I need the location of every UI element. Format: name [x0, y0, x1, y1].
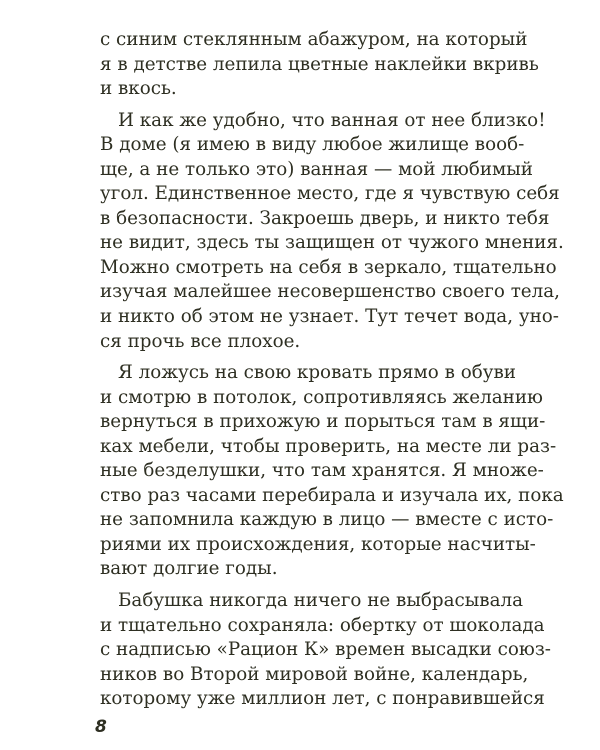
text-line: ках мебели, чтобы проверить, на месте ли раз- — [100, 435, 557, 457]
text-line: не запомнила каждую в лицо — вместе с исто- — [100, 509, 554, 531]
text-line: которому уже миллион лет, с понравившейся — [100, 688, 545, 710]
text-line: я в детстве лепила цветные наклейки вкривь — [100, 53, 539, 75]
text-line: И как же удобно, что ванная от нее близко! — [118, 109, 546, 131]
text-line: ство раз часами перебирала и изучала их, пока — [100, 484, 564, 506]
text-line: Можно смотреть на себя в зеркало, тщательно — [100, 256, 557, 278]
text-line: с надписью «Рацион К» времен высадки союз- — [100, 639, 551, 661]
text-line: вернуться в прихожую и порыться там в ящи- — [100, 411, 546, 433]
text-line: и смотрю в потолок, сопротивляясь желанию — [100, 386, 543, 408]
body-text — [100, 28, 564, 712]
text-line: и никто об этом не узнает. Тут течет вода, уно- — [100, 306, 559, 328]
text-line: ся прочь все плохое. — [100, 330, 301, 352]
text-line: и вкось. — [100, 78, 177, 100]
text-line: с синим стеклянным абажуром, на который — [100, 29, 528, 50]
text-line: вают долгие годы. — [100, 558, 278, 580]
text-line: не видит, здесь ты защищен от чужого мнения. — [100, 232, 564, 254]
paragraph-1 — [100, 28, 539, 102]
paragraph-2 — [100, 109, 564, 354]
text-line: и тщательно сохраняла: обертку от шоколада — [100, 614, 545, 636]
text-line: угол. Единственное место, где я чувствую себя — [100, 183, 560, 205]
text-line: Бабушка никогда ничего не выбрасывала — [118, 590, 523, 612]
text-line: В доме (я имею в виду любое жилище вооб- — [100, 134, 525, 156]
text-line: в безопасности. Закроешь дверь, и никто тебя — [100, 207, 550, 229]
paragraph-3 — [100, 361, 564, 582]
page-number: 8 — [95, 717, 107, 737]
text-line: ные безделушки, что там хранятся. Я множе- — [100, 460, 544, 482]
text-line: Я ложусь на свою кровать прямо в обуви — [118, 362, 516, 384]
paragraph-4 — [100, 589, 551, 712]
text-line: ников во Второй мировой войне, календарь, — [100, 663, 529, 685]
text-line: ще, а не только это) ванная — мой любимый — [100, 158, 533, 180]
text-line: изучая малейшее несовершенство своего тела, — [100, 281, 560, 303]
text-line: риями их происхождения, которые насчиты- — [100, 533, 536, 555]
